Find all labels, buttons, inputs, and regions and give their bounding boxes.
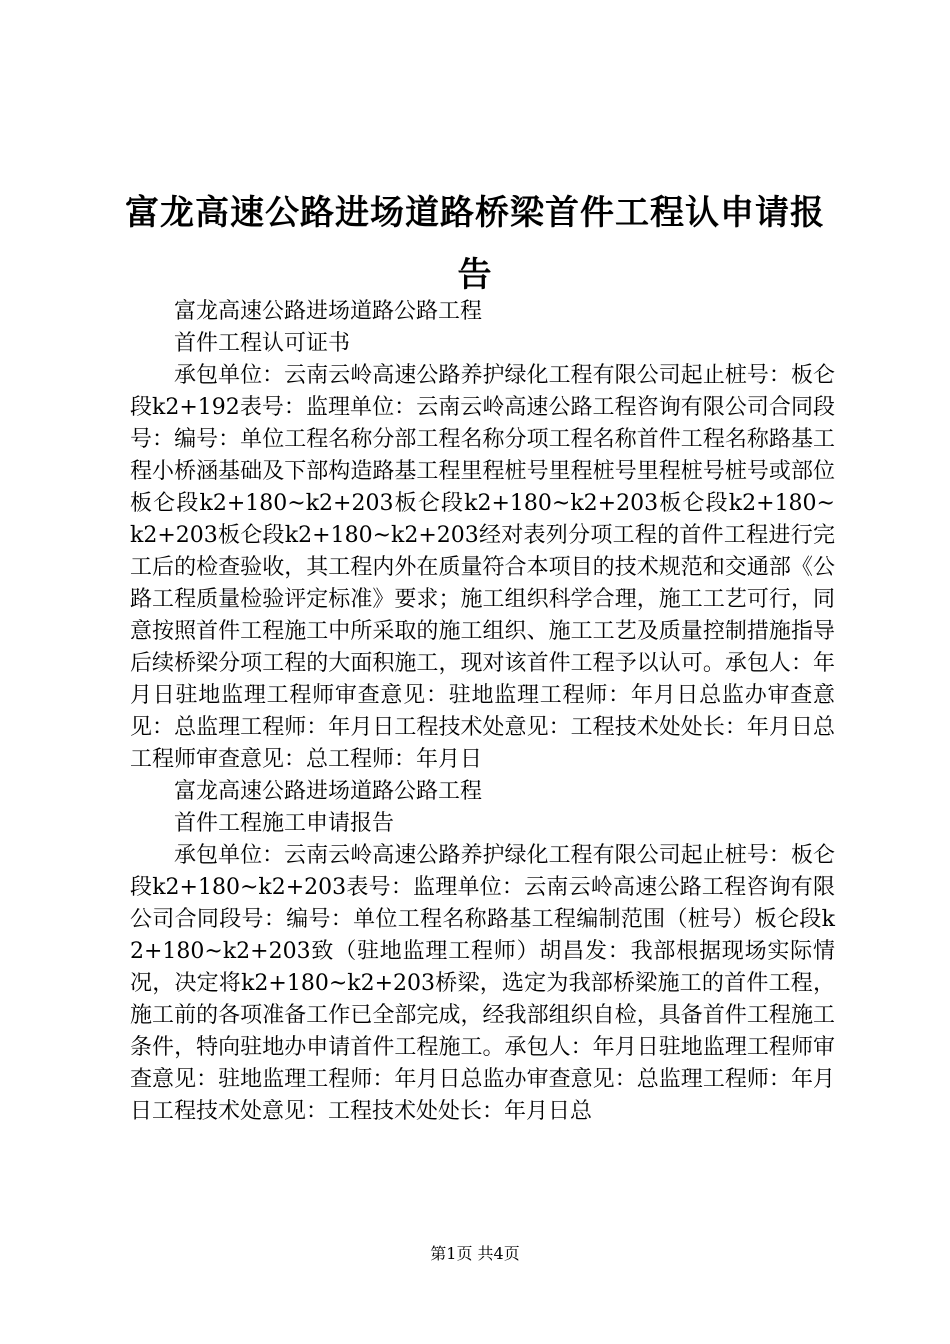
section1-heading-line2: 首件工程认可证书 — [174, 331, 351, 356]
document-title: 富龙高速公路进场道路桥梁首件工程认申请报告 — [125, 193, 825, 295]
section1-heading-line1: 富龙高速公路进场道路公路工程 — [174, 299, 483, 324]
section2-heading-line1: 富龙高速公路进场道路公路工程 — [174, 779, 483, 804]
section1-body: 承包单位：云南云岭高速公路养护绿化工程有限公司起止桩号：板仑段k2+192表号：监理单位：云南云岭高速公路工程咨询有限公司合同段号：编号：单位工程名称分部工程名称分项工程名称首件工程名称路基工程小桥涵基础及下部构造路基工程里程桩号里程桩号里程桩号桩号或部位板仑段k2+180~k2+203板仑段k2+180~k2+203板仑段k2+180~k2+203板仑段k2+180~k2+203经对表列分项工程的首件工程进行完工后的检查验收，其工程内外在质量符合本项目的技术规范和交通部《公路工程质量检验评定标准》要求；施工组织科学合理，施工工艺可行，同意按照首件工程施工中所采取的施工组织、施工工艺及质量控制措施指导后续桥梁分项工程的大面积施工，现对该首件工程予以认可。承包人：年月日驻地监理工程师审查意见：驻地监理工程师：年月日总监办审查意见：总监理工程师：年月日工程技术处意见：工程技术处处长：年月日总工程师审查意见：总工程师：年月日 — [130, 363, 835, 772]
document-body — [130, 296, 835, 1128]
section2-heading-line2: 首件工程施工申请报告 — [174, 811, 395, 836]
section2-body: 承包单位：云南云岭高速公路养护绿化工程有限公司起止桩号：板仑段k2+180~k2+203表号：监理单位：云南云岭高速公路工程咨询有限公司合同段号：编号：单位工程名称路基工程编制范围（桩号）板仑段k2+180~k2+203致（驻地监理工程师）胡昌发：我部根据现场实际情况，决定将k2+180~k2+203桥梁，选定为我部桥梁施工的首件工程，施工前的各项准备工作已全部完成，经我部组织自检，具备首件工程施工条件，特向驻地办申请首件工程施工。承包人：年月日驻地监理工程师审查意见：驻地监理工程师：年月日总监办审查意见：总监理工程师：年月日工程技术处意见：工程技术处处长：年月日总 — [130, 843, 835, 1124]
page-number: 第1页 共4页 — [430, 1244, 520, 1263]
